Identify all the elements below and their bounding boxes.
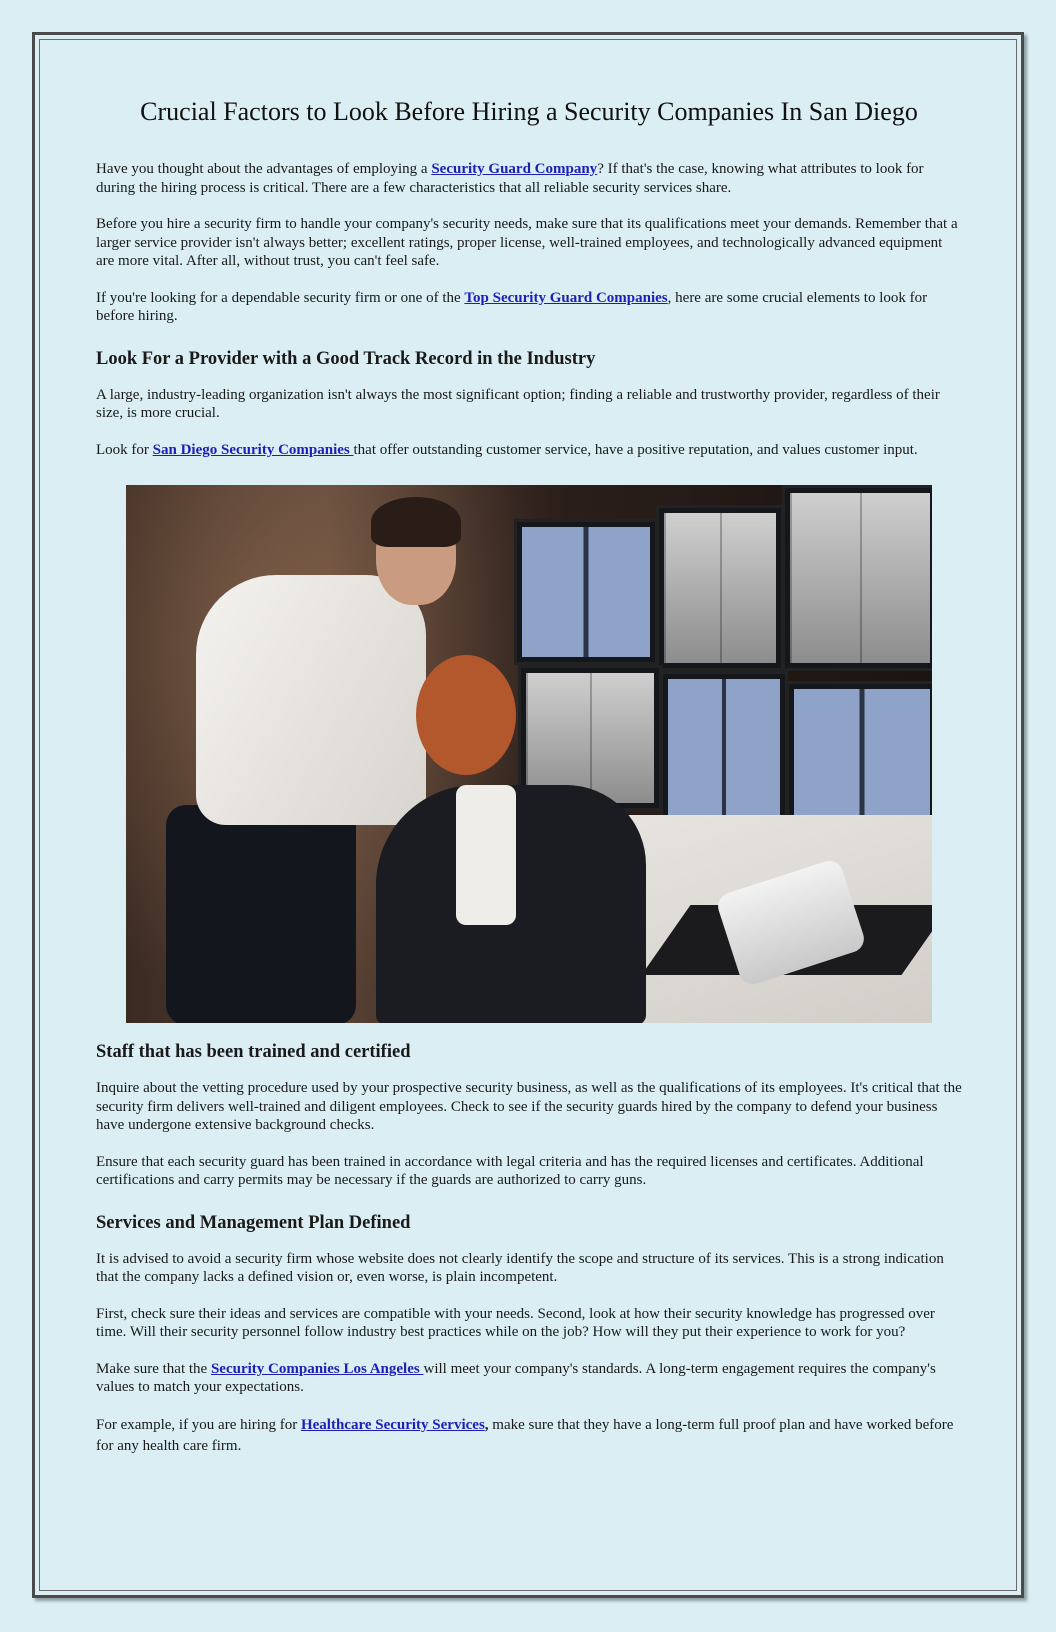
security-monitoring-photo — [126, 485, 932, 1023]
trained-staff-paragraph-1: Inquire about the vetting procedure used by your prospective security business, as well as the qualifications of its employees. It's critical that the security firm delivers well-trained and diligent employees. Check to see if the security guards hired by the company to defend your business have undergone extensive background checks. — [96, 1080, 962, 1133]
top-security-guard-companies-link[interactable]: Top Security Guard Companies — [464, 289, 668, 306]
monitor — [782, 485, 932, 671]
security-guard-company-link[interactable]: Security Guard Company — [431, 161, 598, 177]
track-record-paragraph-1: A large, industry-leading organization isn't always the most significant option; finding a reliable and trustworthy provider, regardless of their size, is more crucial. — [96, 386, 940, 421]
healthcare-security-services-link[interactable]: Healthcare Security Services — [300, 1416, 485, 1433]
trained-staff-paragraph-2: Ensure that each security guard has been trained in accordance with legal criteria and has the required licenses and certificates. Additional certifications and carry permits may be necessary if the guards are authorized to carry guns. — [96, 1153, 924, 1188]
security-companies-los-angeles-link[interactable]: Security Companies Los Angeles — [210, 1360, 424, 1377]
monitor — [514, 519, 658, 665]
services-plan-paragraph-2: First, check sure their ideas and services are compatible with your needs. Second, look at how their security knowledge has progressed over time. Will their security personnel follow industry best practices while on the job? How will they put their experience to work for you? — [96, 1305, 935, 1340]
track-record-paragraph-2: Look for San Diego Security Companies that offer outstanding customer service, have a positive reputation, and values customer input. — [96, 441, 918, 458]
services-plan-paragraph-4: For example, if you are hiring for Healthcare Security Services, make sure that they have a long-term full proof plan and have worked before for any health care firm. — [96, 1416, 954, 1454]
section-heading-trained-staff: Staff that has been trained and certified — [96, 1042, 411, 1062]
services-plan-paragraph-1: It is advised to avoid a security firm whose website does not clearly identify the scope and structure of its services. This is a strong indication that the company lacks a defined vision or, even worse, is plain incompetent. — [96, 1250, 944, 1285]
san-diego-security-companies-link[interactable]: San Diego Security Companies — [152, 441, 354, 458]
monitor — [656, 505, 784, 671]
intro-paragraph-1: Have you thought about the advantages of employing a Security Guard Company? If that's the case, knowing what attributes to look for during the hiring process is critical. There are a few characteristics that all reliable security services share. — [96, 161, 924, 196]
services-plan-paragraph-3: Make sure that the Security Companies Los Angeles will meet your company's standards. A long-term engagement requires the company's values to match your expectations. — [96, 1360, 936, 1395]
section-heading-services-plan: Services and Management Plan Defined — [96, 1212, 411, 1233]
page-title: Crucial Factors to Look Before Hiring a Security Companies In San Diego — [140, 97, 918, 126]
section-heading-track-record: Look For a Provider with a Good Track Record in the Industry — [96, 348, 596, 369]
article — [96, 92, 962, 1475]
intro-paragraph-2: Before you hire a security firm to handle your company's security needs, make sure that its qualifications meet your demands. Remember that a larger service provider isn't always better; excellent ratings, proper license, well-trained employees, and technologically advanced equipment are more vital. After all, without trust, you can't feel safe. — [96, 216, 958, 269]
intro-paragraph-3: If you're looking for a dependable security firm or one of the Top Security Guard Companies, here are some crucial elements to look for before hiring. — [96, 289, 928, 324]
monitor — [660, 671, 788, 827]
